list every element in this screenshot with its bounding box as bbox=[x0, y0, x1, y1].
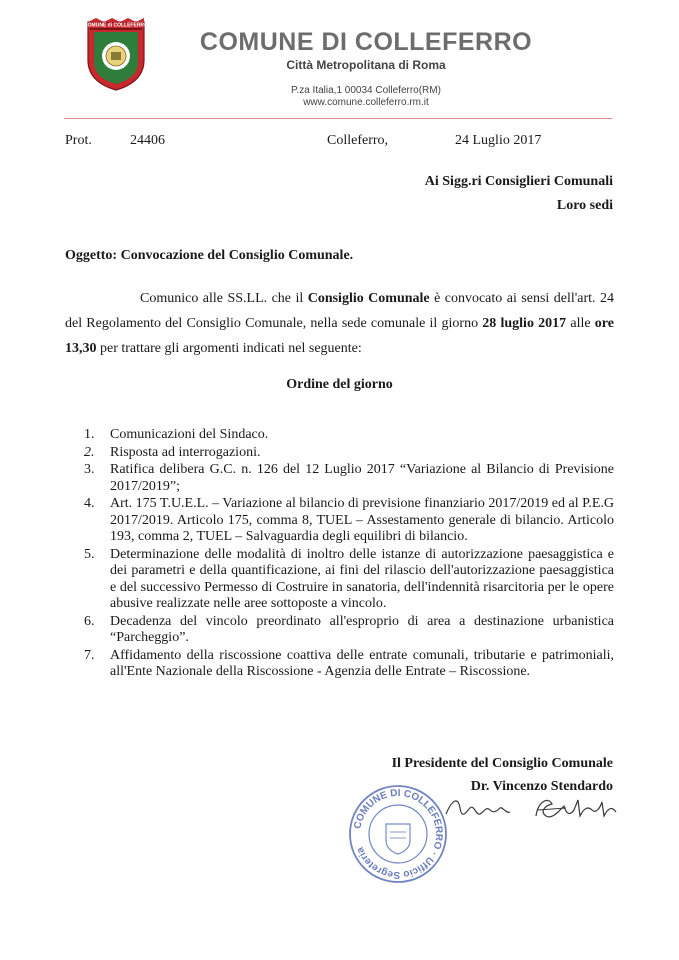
agenda-item-number: 5. bbox=[84, 546, 95, 562]
agenda-item-number: 3. bbox=[84, 462, 95, 477]
municipality-title: COMUNE DI COLLEFERRO bbox=[199, 28, 533, 56]
body-bold-date: 28 luglio 2017 bbox=[482, 316, 567, 331]
body-bold-council: Consiglio Comunale bbox=[307, 291, 430, 306]
signatory-role: Il Presidente del Consiglio Comunale bbox=[391, 756, 613, 771]
letter-body bbox=[65, 286, 614, 361]
handwritten-signature bbox=[440, 790, 640, 830]
agenda-item bbox=[80, 445, 614, 462]
agenda-item-text: Ratifica delibera G.C. n. 126 del 12 Luglio 2017 “Variazione al Bilancio di Previsione 2017/2019”; bbox=[110, 462, 614, 494]
body-bold-time: ore 13,30 bbox=[65, 316, 614, 356]
agenda-item bbox=[80, 462, 614, 495]
body-text-3: alle bbox=[566, 316, 595, 331]
body-text-4: per trattare gli argomenti indicati nel seguente: bbox=[96, 341, 362, 356]
agenda-item bbox=[80, 547, 614, 613]
official-stamp bbox=[346, 782, 450, 886]
letter-subject: Oggetto: Convocazione del Consiglio Comunale. bbox=[65, 248, 354, 263]
protocol-label: Prot. bbox=[65, 133, 92, 148]
agenda-item-number: 7. bbox=[84, 647, 95, 663]
agenda-item bbox=[80, 496, 614, 546]
agenda-item bbox=[80, 648, 614, 681]
agenda-item-text: Decadenza del vincolo preordinato all'esproprio di area a destinazione urbanistica “Parcheggio”. bbox=[110, 613, 614, 645]
protocol-number: 24406 bbox=[130, 133, 165, 148]
header-divider bbox=[64, 118, 612, 119]
agenda-list bbox=[80, 427, 614, 682]
crest-lettering: COMUNE di COLLEFERRO bbox=[84, 22, 148, 29]
stamp-lettering: COMUNE DI COLLEFERRO · Ufficio Segreteria bbox=[352, 787, 445, 881]
municipality-website: www.comune.colleferro.rm.it bbox=[303, 97, 429, 108]
agenda-item-number: 6. bbox=[84, 613, 95, 629]
agenda-item-text: Art. 175 T.U.E.L. – Variazione al bilancio di previsione finanziario 2017/2019 ed al P.E.G 2017/2019. Articolo 175, comma 8, TUEL – Assestamento generale di bilancio. Articolo 193, comma 2, TUEL – Salvaguardia degli equilibri di bilancio. bbox=[110, 496, 614, 544]
municipality-address-block bbox=[150, 85, 582, 109]
municipality-subtitle: Città Metropolitana di Roma bbox=[286, 58, 446, 72]
agenda-item-number: 1. bbox=[84, 427, 95, 442]
protocol-date: 24 Luglio 2017 bbox=[455, 133, 542, 148]
body-text-1: Comunico alle SS.LL. che il bbox=[140, 291, 308, 306]
agenda-title: Ordine del giorno bbox=[286, 377, 393, 392]
agenda-item-text: Determinazione delle modalità di inoltro delle istanze di autorizzazione paesaggistica e dei parametri e della quantificazione, ai fini del rilascio dell'autorizzazione paesaggistica e del successivo Permesso di Costruire in sanatoria, dell'indennità risarcitoria per le opere abusive realizzate nelle aree sottoposte a vincolo. bbox=[110, 546, 614, 611]
agenda-item-number: 4. bbox=[84, 496, 95, 511]
signatory-name: Dr. Vincenzo Stendardo bbox=[470, 779, 613, 794]
protocol-city: Colleferro, bbox=[327, 133, 389, 148]
agenda-item bbox=[80, 614, 614, 647]
agenda-item-text: Comunicazioni del Sindaco. bbox=[110, 427, 269, 442]
agenda-item-text: Affidamento della riscossione coattiva delle entrate comunali, tributarie e patrimoniali, all'Ente Nazionale della Riscossione - Agenzia delle Entrate – Riscossione. bbox=[110, 647, 614, 679]
municipality-address: P.za Italia,1 00034 Colleferro(RM) bbox=[291, 85, 441, 96]
agenda-item-text: Risposta ad interrogazioni. bbox=[110, 444, 261, 460]
municipal-crest-logo bbox=[84, 16, 148, 92]
agenda-item-number: 2. bbox=[84, 444, 95, 460]
agenda-item bbox=[80, 427, 614, 444]
body-text-2: è convocato ai sensi dell'art. 24 del Regolamento del Consiglio Comunale, nella sede comunale il giorno bbox=[65, 291, 614, 331]
addressee-line-2: Loro sedi bbox=[556, 198, 613, 213]
addressee-line-1: Ai Sigg.ri Consiglieri Comunali bbox=[424, 174, 613, 189]
